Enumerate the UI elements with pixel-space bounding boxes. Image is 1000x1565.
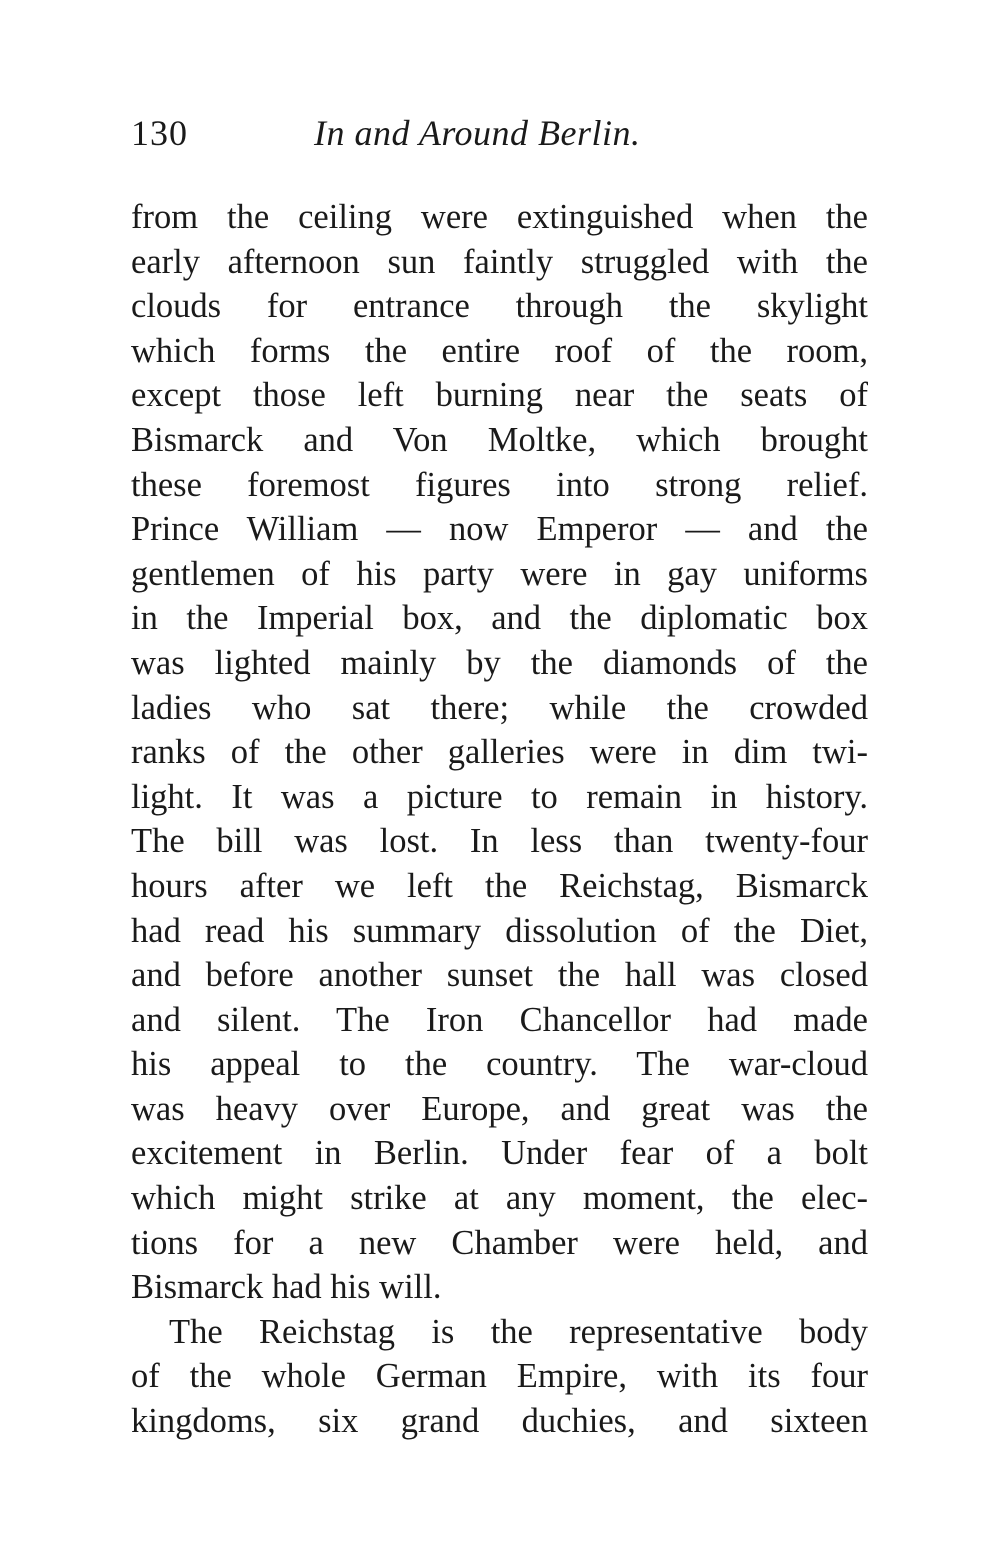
text-line: Prince William — now Emperor — and the (131, 510, 868, 549)
text-line: ladies who sat there; while the crowded (131, 688, 868, 727)
text-line: had read his summary dissolution of the Diet, (131, 911, 868, 950)
text-line: Bismarck and Von Moltke, which brought (131, 420, 868, 459)
text-line: which might strike at any moment, the elec- (131, 1179, 868, 1218)
text-line: and before another sunset the hall was closed (131, 956, 868, 995)
text-line: of the whole German Empire, with its four (131, 1357, 868, 1396)
text-line: and silent. The Iron Chancellor had made (131, 1000, 868, 1039)
body-text (131, 195, 868, 1444)
text-line: tions for a new Chamber were held, and (131, 1223, 868, 1262)
page-number: 130 (131, 113, 188, 153)
text-line: excitement in Berlin. Under fear of a bolt (131, 1134, 868, 1173)
text-line: gentlemen of his party were in gay uniforms (131, 554, 868, 593)
text-line: clouds for entrance through the skylight (131, 287, 868, 326)
text-line: in the Imperial box, and the diplomatic box (131, 599, 868, 638)
text-line: from the ceiling were extinguished when the (131, 198, 868, 236)
text-line: early afternoon sun faintly struggled with the (131, 242, 868, 281)
text-line: except those left burning near the seats of (131, 376, 868, 415)
text-line: his appeal to the country. The war-cloud (131, 1045, 868, 1084)
text-line: light. It was a picture to remain in history. (131, 777, 868, 816)
text-line: was heavy over Europe, and great was the (131, 1089, 868, 1128)
paragraph-1 (131, 195, 868, 1310)
running-head (131, 108, 871, 158)
text-line: hours after we left the Reichstag, Bismarck (131, 866, 868, 905)
text-line: was lighted mainly by the diamonds of the (131, 643, 868, 682)
text-line: kingdoms, six grand duchies, and sixteen (131, 1402, 868, 1441)
paragraph-2 (131, 1310, 868, 1444)
text-line: which forms the entire roof of the room, (131, 331, 868, 370)
running-title: In and Around Berlin. (314, 113, 641, 153)
text-line: ranks of the other galleries were in dim twi- (131, 733, 868, 772)
text-line: The Reichstag is the representative body (169, 1312, 868, 1351)
text-line: Bismarck had his will. (131, 1268, 442, 1307)
text-line: these foremost figures into strong relief. (131, 465, 868, 504)
text-line: The bill was lost. In less than twenty-four (131, 822, 868, 861)
